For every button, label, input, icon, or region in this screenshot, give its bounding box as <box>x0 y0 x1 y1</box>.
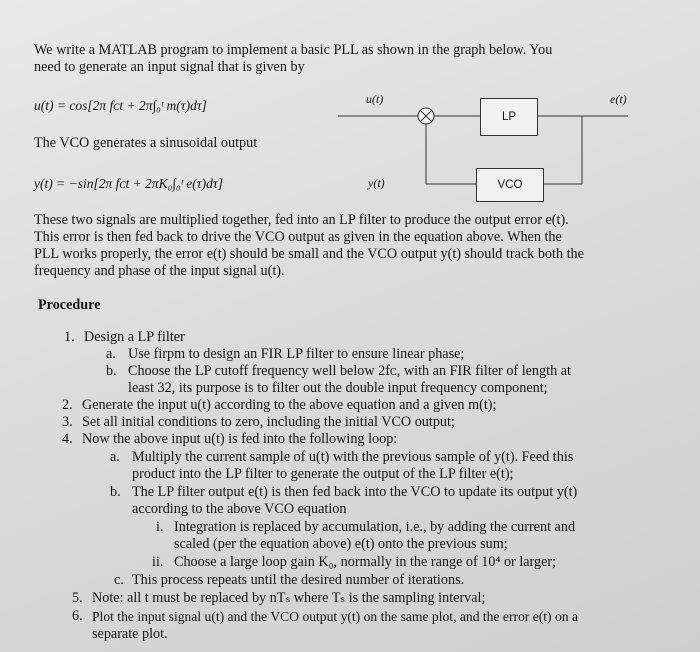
vco-block: VCO <box>476 168 544 202</box>
step-text: scaled (per the equation above) e(t) onto the previous sum; <box>174 536 508 552</box>
paragraph-line: This error is then fed back to drive the VCO output as given in the equation above. When the <box>34 229 562 245</box>
vco-intro: The VCO generates a sinusoidal output <box>34 135 258 151</box>
step-number: b. <box>106 363 117 379</box>
step-text: Multiply the current sample of u(t) with the previous sample of y(t). Feed this <box>132 449 574 465</box>
step-number: 1. <box>64 329 75 345</box>
intro-line-2: need to generate an input signal that is given by <box>34 59 305 75</box>
input-signal-equation: u(t) = cos[2π fᴄt + 2π∫₀ᵗ m(τ)dτ] <box>34 98 207 113</box>
paragraph-line: PLL works properly, the error e(t) should be small and the VCO output y(t) should track both the <box>34 246 584 262</box>
e-label: e(t) <box>610 92 627 106</box>
step-text: This process repeats until the desired number of iterations. <box>132 572 465 588</box>
step-text: Integration is replaced by accumulation, i.e., by adding the current and <box>174 519 576 535</box>
step-text: Plot the input signal u(t) and the VCO output y(t) on the same plot, and the error e(t) on a <box>92 609 579 624</box>
step-text: Now the above input u(t) is fed into the following loop: <box>82 431 398 447</box>
procedure-heading: Procedure <box>38 297 101 313</box>
step-text: Use firpm to design an FIR LP filter to ensure linear phase; <box>128 346 465 362</box>
step-text: Note: all t must be replaced by nTₛ where Tₛ is the sampling interval; <box>92 590 486 606</box>
intro-line-1: We write a MATLAB program to implement a basic PLL as shown in the graph below. You <box>34 42 553 58</box>
step-number: ii. <box>152 554 164 570</box>
step-number: 5. <box>72 590 83 606</box>
pll-block-diagram <box>330 88 630 198</box>
step-number: a. <box>106 346 116 362</box>
step-number: b. <box>110 484 121 500</box>
step-text: least 32, its purpose is to filter out the double input frequency component; <box>128 380 548 396</box>
step-number: 3. <box>62 414 73 430</box>
step-number: 4. <box>62 431 73 447</box>
step-text: The LP filter output e(t) is then fed back into the VCO to update its output y(t) <box>132 484 578 500</box>
step-text: Generate the input u(t) according to the above equation and a given m(t); <box>82 397 497 413</box>
step-number: a. <box>110 449 120 465</box>
step-text: Set all initial conditions to zero, including the initial VCO output; <box>82 414 455 430</box>
step-number: 2. <box>62 397 73 413</box>
paragraph-line: These two signals are multiplied together, fed into an LP filter to produce the output error e(t). <box>34 212 569 228</box>
step-text: Design a LP filter <box>84 329 185 345</box>
vco-output-equation: y(t) = −sin[2π fᴄt + 2πK₀∫₀ᵗ e(τ)dτ] <box>34 176 223 191</box>
paragraph-line: frequency and phase of the input signal u(t). <box>34 263 285 279</box>
u-label: u(t) <box>366 92 384 106</box>
step-number: 6. <box>72 608 83 624</box>
step-text: separate plot. <box>92 626 168 642</box>
step-text: product into the LP filter to generate the output of the LP filter e(t); <box>132 466 514 482</box>
step-text: Choose a large loop gain K₀, normally in the range of 10⁴ or larger; <box>174 554 557 570</box>
step-text: according to the above VCO equation <box>132 501 347 517</box>
lp-block: LP <box>480 98 538 136</box>
step-number: i. <box>156 519 164 535</box>
step-text: Choose the LP cutoff frequency well below 2fᴄ, with an FIR filter of length at <box>128 363 571 379</box>
step-number: c. <box>114 572 124 588</box>
y-label: y(t) <box>368 176 385 190</box>
